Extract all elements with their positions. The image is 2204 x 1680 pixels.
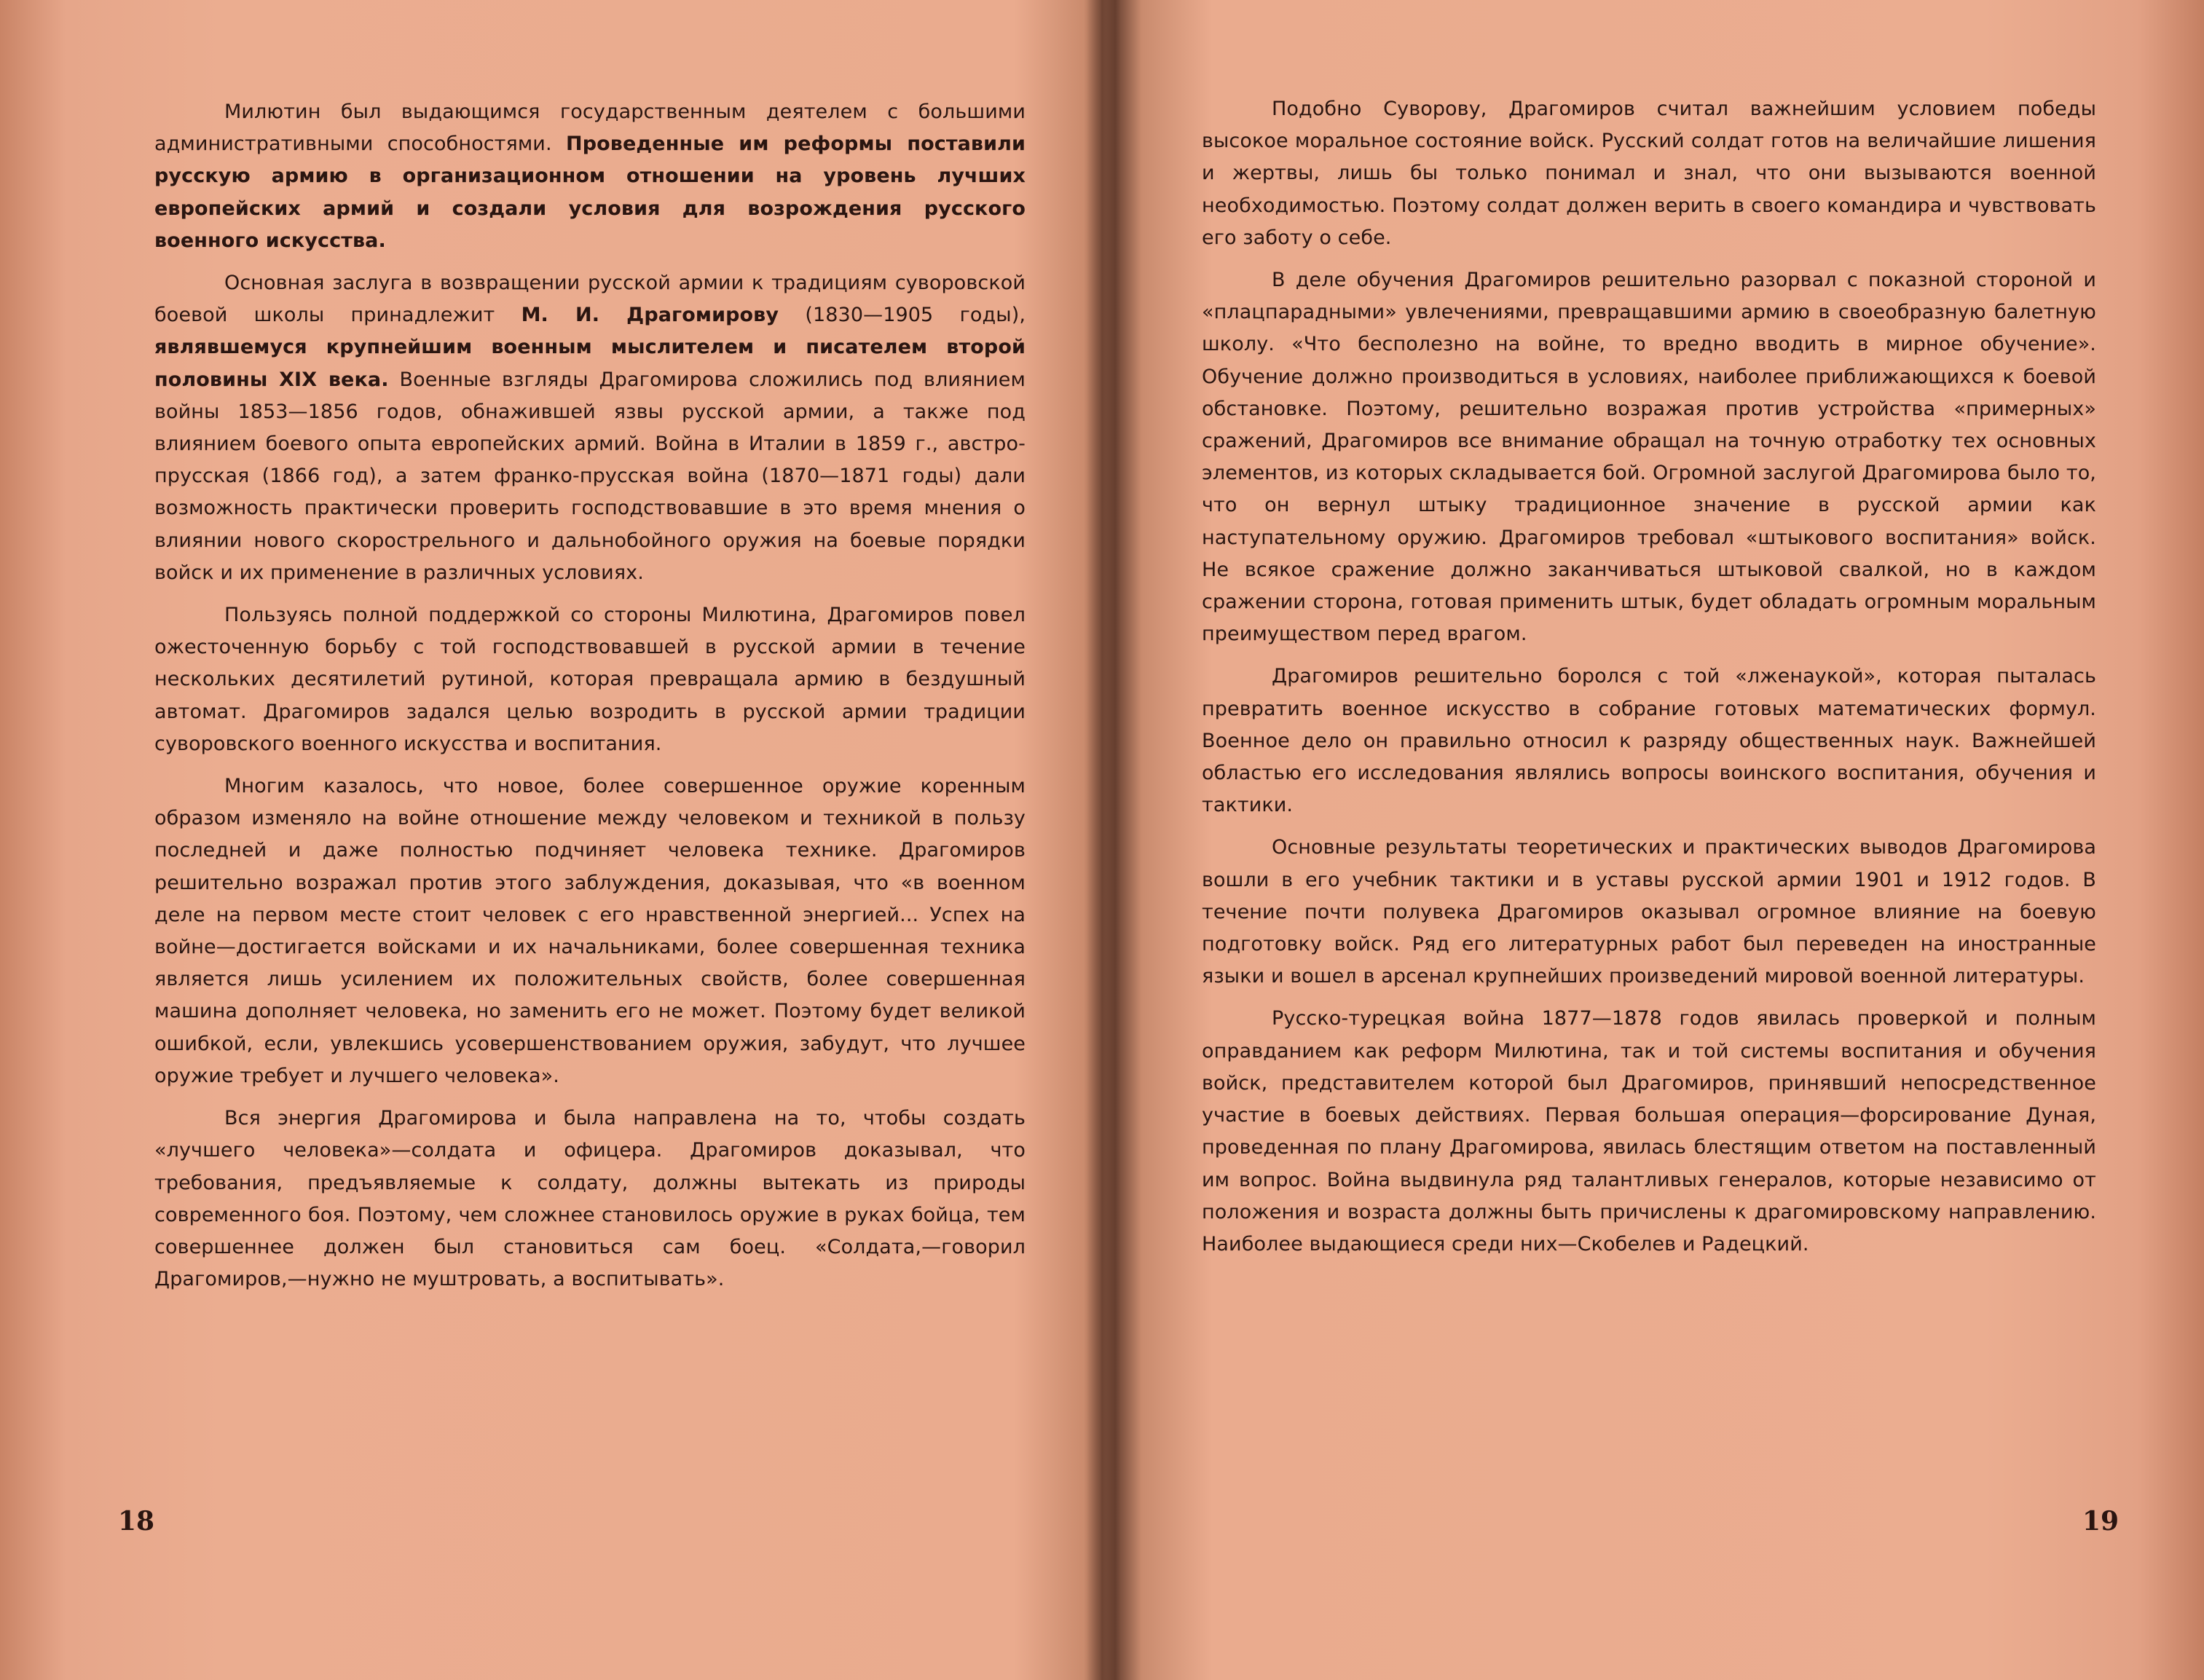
paragraph [154, 599, 1026, 760]
paragraph [154, 267, 1026, 589]
paragraph [1202, 660, 2096, 821]
text-run: Подобно Суворову, Драгомиров считал важнейшим условием победы высокое моральное состояние войск. Русский солдат готов на величайшие лишения и жертвы, лишь бы только понимал и знал, что они вызываются военной необходимостью. Поэтому солдат должен верить в своего командира и чувствовать его заботу о себе. [1202, 98, 2096, 249]
text-run: Многим казалось, что новое, более совершенное оружие коренным образом изменяло на войне отношение между человеком и техникой в пользу последней и даже полностью подчиняет человека технике. Драгомиров решительно возражал против этого заблуждения, доказывая, что «в военном деле на первом месте стоит человек с его нравственной энергией... Успех на войне—достигается войсками и их начальниками, более совершенная техника является лишь усилением их положительных свойств, более совершенная машина дополняет человека, но заменить его не может. Поэтому будет великой ошибкой, если, увлекшись усовершенствованием оружия, забудут, что лучшее оружие требует и лучшего человека». [154, 775, 1026, 1087]
paragraph [1202, 93, 2096, 254]
paragraph [154, 1103, 1026, 1296]
bold-text-run: Проведенные им реформы поставили русскую армию в организационном отношении на уровень лучших европейских армий и создали условия для возрождения русского военного искусства. [154, 133, 1026, 252]
text-run: Основные результаты теоретических и практических выводов Драгомирова вошли в его учебник тактики и в уставы русской армии 1901 и 1912 годов. В течение почти полувека Драгомиров оказывал огромное влияние на боевую подготовку войск. Ряд его литературных работ был переведен на иностранные языки и вошел в арсенал крупнейших произведений мировой военной литературы. [1202, 836, 2096, 988]
text-run: Милютин был выдающимся государственным деятелем с большими административными способностями. [154, 100, 1026, 156]
text-run: В деле обучения Драгомиров решительно разорвал с показной стороной и «плацпарадными» увлечениями, превращавшими армию в своеобразную балетную школу. «Что бесполезно на войне, то вредно вводить в мирное обучение». Обучение должно производиться в условиях, наиболее приближающихся к боевой обстановке. Поэтому, решительно возражая против устройства «примерных» сражений, Драгомиров все внимание обращал на точную отработку тех основных элементов, из которых складывается бой. Огромной заслугой Драгомирова было то, что он вернул штыку традиционное значение в русской армии как наступательному оружию. Драгомиров требовал «штыкового воспитания» войск. Не всякое сражение должно заканчиваться штыковой свалкой, но в каждом сражении сторона, готовая применить штык, будет обладать огромным моральным преимуществом перед врагом. [1202, 269, 2096, 646]
bold-text-run: М. И. Драгомирову [521, 304, 779, 327]
paragraph [154, 770, 1026, 1092]
text-run: Вся энергия Драгомирова и была направлена на то, чтобы создать «лучшего человека»—солдата и офицера. Драгомиров доказывал, что требования, предъявляемые к солдату, должны вытекать из природы современного боя. Поэтому, чем сложнее становилось оружие в руках бойца, тем совершеннее должен был становиться сам боец. «Солдата,—говорил Драгомиров,—нужно не муштровать, а воспитывать». [154, 1107, 1026, 1291]
right-page-number: 19 [2082, 1506, 2120, 1537]
paragraph [1202, 1003, 2096, 1261]
left-page-number: 18 [118, 1506, 155, 1537]
paragraph [154, 96, 1026, 257]
text-run: Пользуясь полной поддержкой со стороны Милютина, Драгомиров повел ожесточенную борьбу с той господствовавшей в русской армии в течение нескольких десятилетий рутиной, которая превращала армию в бездушный автомат. Драгомиров задался целью возродить в русской армии традиции суворовского военного искусства и воспитания. [154, 604, 1026, 755]
text-run: (1830—1905 годы), [779, 304, 1026, 327]
text-run: Военные взгляды Драгомирова сложились под влиянием войны 1853—1856 годов, обнажившей язвы русской армии, а также под влиянием боевого опыта европейских армий. Война в Италии в 1859 г., австро-прусская (1866 год), а затем франко-прусская война (1870—1871 годы) дали возможность практически проверить господствовавшие в это время мнения о влиянии нового скорострельного и дальнобойного оружия на боевые порядки войск и их применение в различных условиях. [154, 368, 1026, 584]
text-run: Русско-турецкая война 1877—1878 годов явилась проверкой и полным оправданием как реформ Милютина, так и той системы воспитания и обучения войск, представителем которой был Драгомиров, принявший непосредственное участие в боевых действиях. Первая большая операция—форсирование Дуная, проведенная по плану Драгомирова, явилась блестящим ответом на поставленный им вопрос. Война выдвинула ряд талантливых генералов, которые независимо от положения и возраста должны быть причислены к драгомировскому направлению. Наиболее выдающиеся среди них—Скобелев и Радецкий. [1202, 1007, 2096, 1255]
bold-text-run: являвшемуся крупнейшим военным мыслителем и писателем второй половины XIX века. [154, 336, 1026, 391]
paragraph [1202, 264, 2096, 650]
text-run: Основная заслуга в возвращении русской армии к традициям суворовской боевой школы принадлежит [154, 272, 1026, 327]
left-page-text [154, 96, 1026, 1296]
paragraph [1202, 832, 2096, 993]
text-run: Драгомиров решительно боролся с той «лженаукой», которая пыталась превратить военное искусство в собрание готовых математических формул. Военное дело он правильно относил к разряду общественных наук. Важнейшей областью его исследования являлись вопросы воинского воспитания, обучения и тактики. [1202, 665, 2096, 817]
right-page-text [1202, 93, 2096, 1261]
right-page [1102, 0, 2204, 1680]
